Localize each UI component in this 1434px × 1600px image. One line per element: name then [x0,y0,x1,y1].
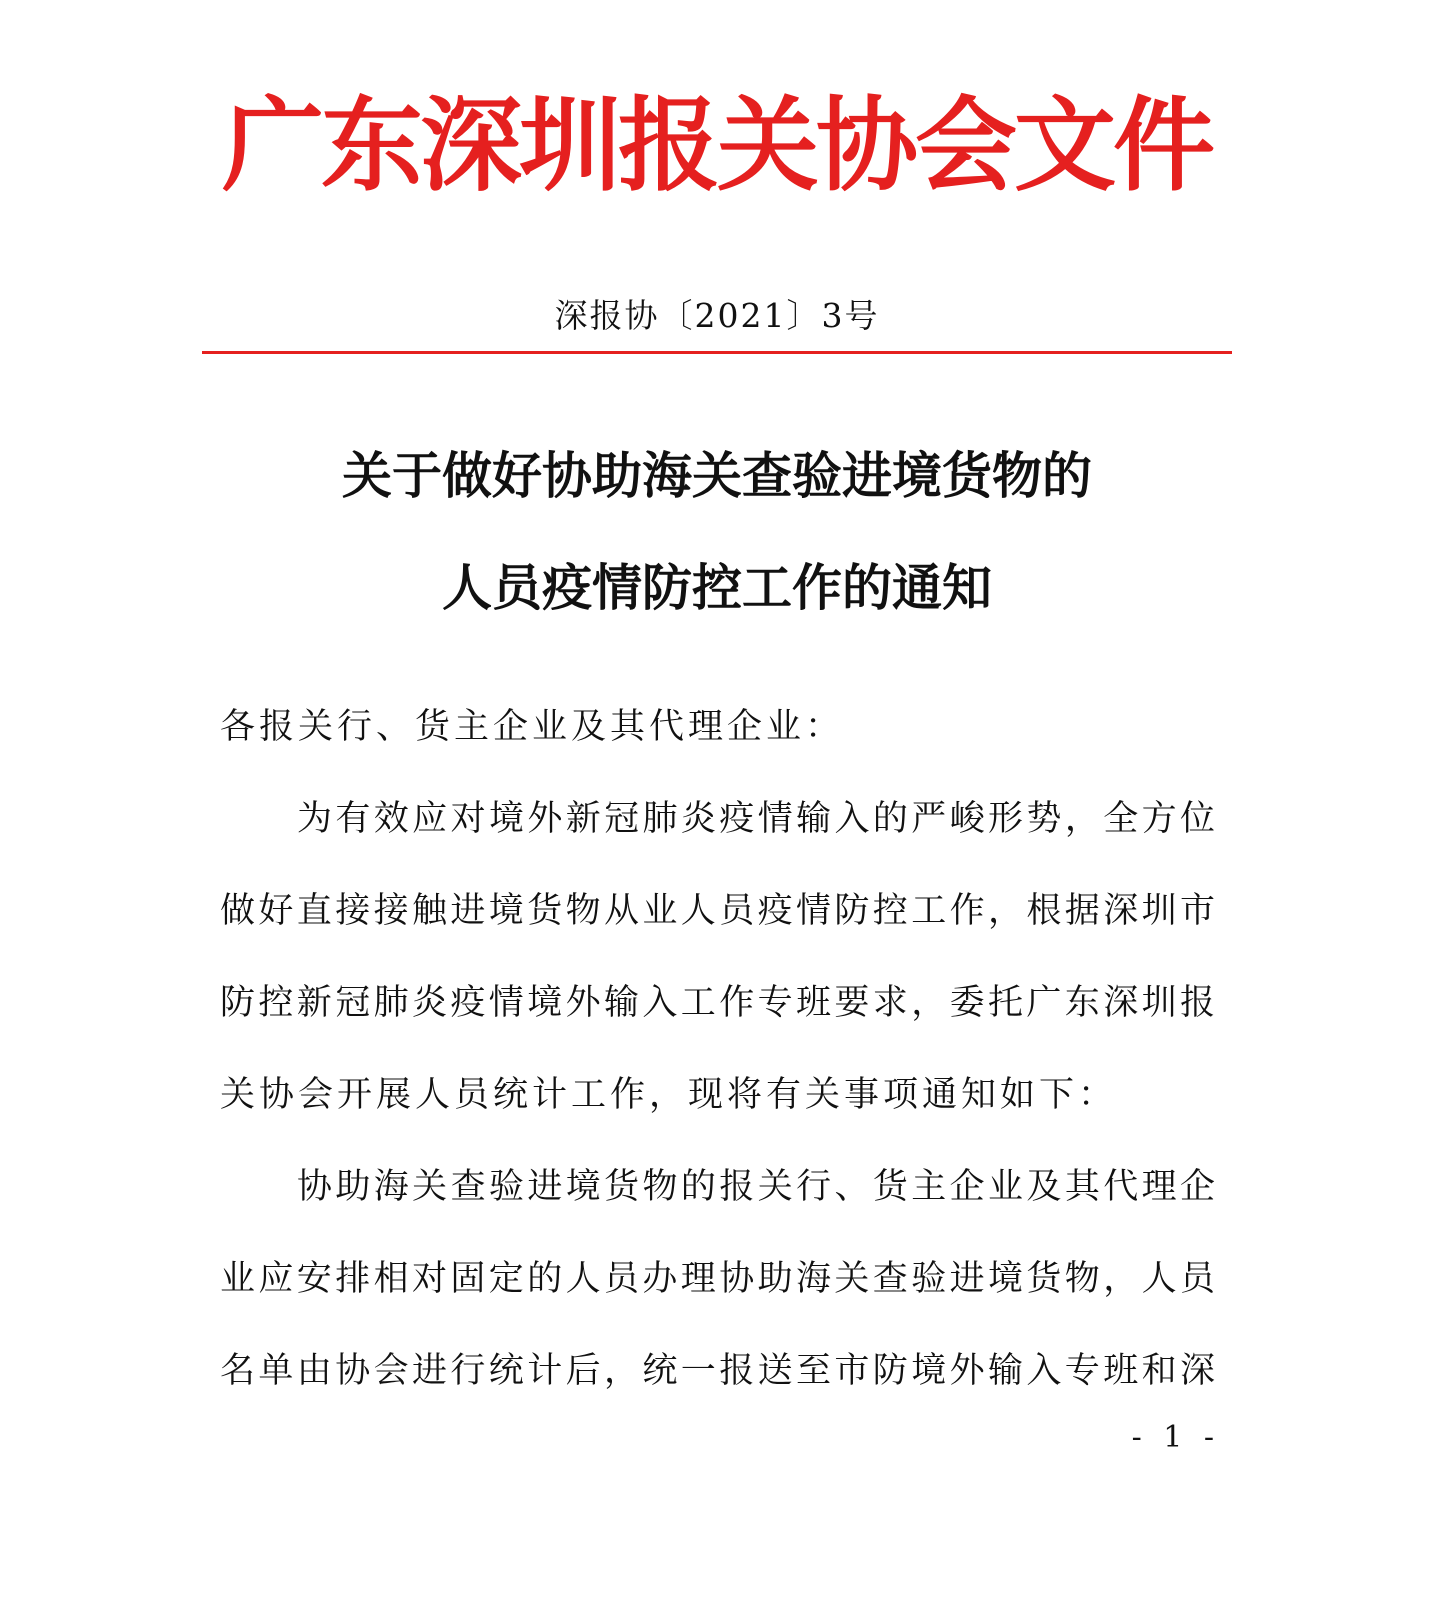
paragraph-line: 为有效应对境外新冠肺炎疫情输入的严峻形势，全方位 [297,799,1218,839]
document-title-line-2: 人员疫情防控工作的通知 [442,558,992,617]
body-paragraph-1 [220,773,1218,1141]
body-paragraph-2 [220,1141,1218,1417]
paragraph-line: 业应安排相对固定的人员办理协助海关查验进境货物，人员 [220,1259,1218,1299]
page-number: - 1 - [1131,1420,1220,1455]
paragraph-line: 名单由协会进行统计后，统一报送至市防境外输入专班和深 [220,1351,1218,1391]
document-title [0,420,1434,644]
salutation: 各报关行、货主企业及其代理企业： [220,707,845,747]
paragraph-line: 关协会开展人员统计工作，现将有关事项通知如下： [220,1075,1118,1115]
document-title-line-1: 关于做好协助海关查验进境货物的 [342,446,1092,505]
paragraph-line: 防控新冠肺炎疫情境外输入工作专班要求，委托广东深圳报 [220,983,1218,1023]
red-divider-line [202,351,1232,354]
paragraph-line: 协助海关查验进境货物的报关行、货主企业及其代理企 [297,1167,1218,1207]
document-body [220,681,1218,1417]
masthead-title: 广东深圳报关协会文件 [222,87,1212,206]
paragraph-line: 做好直接接触进境货物从业人员疫情防控工作，根据深圳市 [220,891,1218,931]
document-number: 深报协〔2021〕3号 [554,296,880,335]
